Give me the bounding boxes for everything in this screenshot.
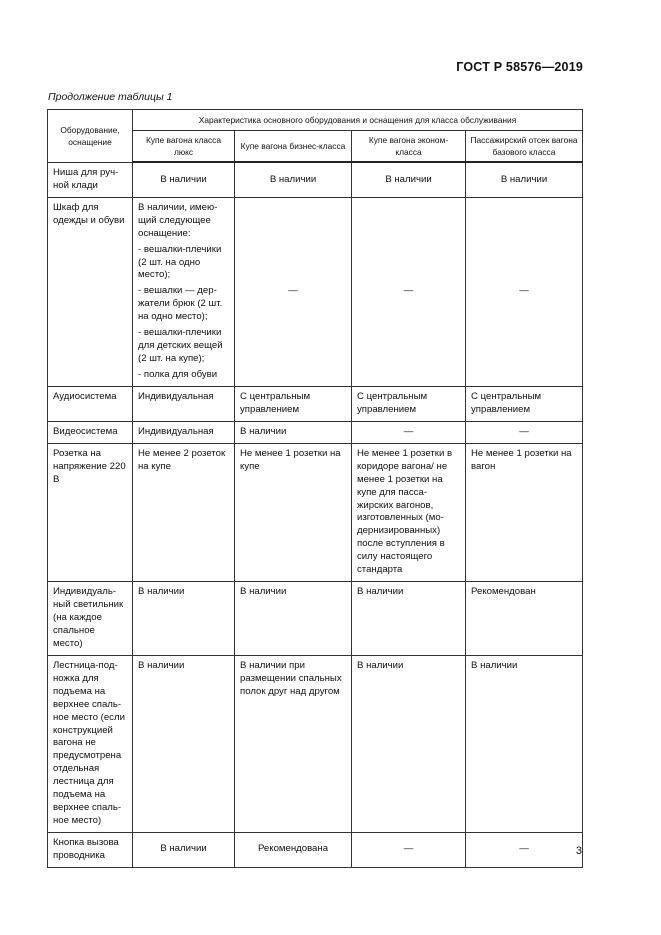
table-cell: В наличии: [466, 162, 583, 197]
table-cell: С центральным управлением: [235, 386, 352, 421]
table-cell: [133, 197, 235, 386]
table-cell: Не менее 1 розетки в коридоре вагона/ не менее 1 розетки на купе для пассажирских вагонов, изготовленных (модернизированных) после вступления в силу настоящего стандарта: [352, 443, 466, 581]
table-caption: Продолжение таблицы 1: [48, 91, 173, 103]
table-cell: С центральным управлением: [466, 386, 583, 421]
table-cell: —: [466, 833, 583, 868]
table-cell: В наличии: [235, 421, 352, 443]
table-row: [48, 386, 583, 421]
table-cell: Индивидуальная: [133, 386, 235, 421]
column-header-economy: Купе вагона эконом-класса: [352, 131, 466, 163]
list-item: - полка для обуви: [138, 369, 229, 382]
table-cell: В наличии: [466, 655, 583, 832]
table-cell: В наличии: [352, 162, 466, 197]
row-label: Видеосистема: [48, 421, 133, 443]
option-list: [138, 244, 229, 382]
table-row: [48, 833, 583, 868]
table-cell: Не менее 1 розетки на вагон: [466, 443, 583, 581]
header-row-1: [48, 110, 583, 131]
corner-header: Оборудование, оснащение: [48, 110, 133, 163]
table-cell: С центральным управлением: [352, 386, 466, 421]
cell-intro-text: В наличии, имеющий следующее оснащение:: [138, 201, 218, 239]
table-cell: В наличии: [133, 833, 235, 868]
table-row: [48, 421, 583, 443]
row-label: Аудиосистема: [48, 386, 133, 421]
table-cell: Рекомендована: [235, 833, 352, 868]
table-cell: —: [466, 197, 583, 386]
table-cell: В наличии: [133, 162, 235, 197]
table-cell: В наличии: [133, 582, 235, 656]
table-cell: —: [235, 197, 352, 386]
list-item: - вешалки-плечики для детских вещей (2 шт. на купе);: [138, 327, 229, 366]
table-cell: В наличии: [133, 655, 235, 832]
column-header-business: Купе вагона бизнес-класса: [235, 131, 352, 163]
table-row: [48, 162, 583, 197]
row-label: Шкаф для одежды и обуви: [48, 197, 133, 386]
document-code: ГОСТ Р 58576—2019: [456, 60, 583, 74]
table-row: [48, 582, 583, 656]
table-cell: В наличии: [352, 655, 466, 832]
column-header-base: Пассажирский отсек вагона базового класса: [466, 131, 583, 163]
list-item: - вешалки-плечики (2 шт. на одно место);: [138, 244, 229, 283]
table-cell: —: [352, 833, 466, 868]
equipment-table: [47, 109, 583, 868]
table-cell: Рекомендован: [466, 582, 583, 656]
table-cell: —: [352, 197, 466, 386]
group-header: Характеристика основного оборудования и оснащения для класса обслуживания: [133, 110, 583, 131]
row-label: Лестница-подножка для подъема на верхнее спальное место (если конструкцией вагона не предусмотрена отдельная лестница для подъема на верхнее спальное место): [48, 655, 133, 832]
table-cell: В наличии: [235, 162, 352, 197]
table-cell: Индивидуальная: [133, 421, 235, 443]
table-cell: Не менее 1 розетки на купе: [235, 443, 352, 581]
row-label: Кнопка вызова проводника: [48, 833, 133, 868]
column-header-lux: Купе вагона класса люкс: [133, 131, 235, 163]
row-label: Розетка на напряжение 220 В: [48, 443, 133, 581]
table-cell: В наличии: [352, 582, 466, 656]
table-row: [48, 655, 583, 832]
row-label: Ниша для ручной клади: [48, 162, 133, 197]
table-cell: —: [352, 421, 466, 443]
row-label: Индивидуальный светильник (на каждое спальное место): [48, 582, 133, 656]
table-cell: —: [466, 421, 583, 443]
table-cell: Не менее 2 розеток на купе: [133, 443, 235, 581]
table-cell: В наличии: [235, 582, 352, 656]
list-item: - вешалки — держатели брюк (2 шт. на одно место);: [138, 285, 229, 324]
table-cell: В наличии при размещении спальных полок друг над другом: [235, 655, 352, 832]
page-number: 3: [575, 845, 582, 857]
table-row: [48, 443, 583, 581]
table-row: [48, 197, 583, 386]
